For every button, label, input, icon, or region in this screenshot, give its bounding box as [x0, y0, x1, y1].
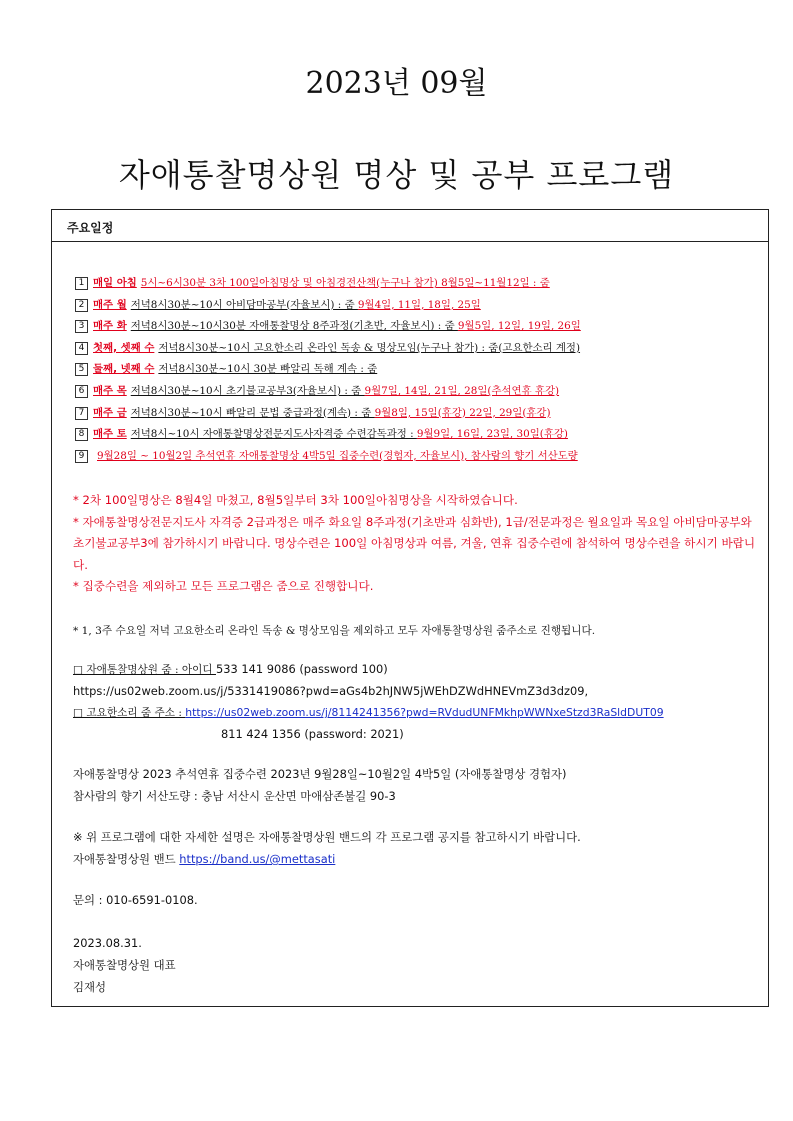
note-black: * 1, 3주 수요일 저녁 고요한소리 온라인 독송 & 명상모임을 제외하고 모두 자애통찰명상원 줌주소로 진행됩니다. — [73, 624, 596, 637]
schedule-row — [75, 446, 755, 468]
schedule-row — [75, 338, 755, 360]
zoom-link-goyohan[interactable]: https://us02web.zoom.us/j/8114241356?pwd=RVdudUNFMkhpWWNxeStzd3RaSldDUT09 — [185, 706, 664, 719]
schedule-number-box: 5 — [75, 363, 88, 376]
page-program-title: 자애통찰명상원 명상 및 공부 프로그램 — [118, 156, 675, 194]
schedule-label: 매주 월 — [93, 298, 127, 311]
schedule-text: 저녁8시30분~10시 아비담마공부(자율보시) : 줌 — [130, 298, 358, 311]
retreat-line-2: 참사람의 향기 서산도량 : 충남 서산시 운산면 마애삼존불길 90-3 — [73, 789, 396, 803]
zoom-label-mettasati: □ 자애통찰명상원 줌 : 아이디 — [73, 664, 216, 676]
retreat-line-1: 자애통찰명상 2023 추석연휴 집중수련 2023년 9월28일~10월2일 4박5일 (자애통찰명상 경험자) — [73, 767, 567, 781]
info-line-2 — [73, 848, 763, 870]
retreat-info — [73, 763, 763, 807]
schedule-number-box: 1 — [75, 277, 88, 290]
schedule-row — [75, 273, 755, 295]
schedule-number-box: 9 — [75, 450, 88, 463]
note-red-3: * 집중수련을 제외하고 모든 프로그램은 줌으로 진행합니다. — [73, 579, 374, 593]
sign-date: 2023.08.31. — [73, 936, 142, 950]
schedule-box — [51, 209, 769, 1007]
schedule-red-text: 9월28일 ~ 10월2일 추석연휴 자애통찰명상 4박5일 집중수련(경험자, 자율보시), 참사람의 향기 서산도량 — [97, 449, 578, 462]
schedule-row — [75, 403, 755, 425]
schedule-row — [75, 295, 755, 317]
zoom-url-mettasati[interactable]: https://us02web.zoom.us/j/5331419086?pwd=aGs4b2hJNW5jWEhDZWdHNEVmZ3d3dz09, — [73, 684, 589, 698]
note-red-1: * 2차 100일명상은 8월4일 마쳤고, 8월5일부터 3차 100일아침명상을 시작하였습니다. — [73, 493, 518, 507]
sign-name: 김재성 — [73, 980, 107, 994]
schedule-red-text: 9월8일, 15일(휴강) 22일, 29일(휴강) — [374, 406, 551, 419]
schedule-text: 저녁8시30분~10시 빠알리 문법 중급과정(계속) : 줌 — [130, 406, 375, 419]
schedule-number-box: 8 — [75, 428, 88, 441]
schedule-text: 저녁8시30분~10시 초기불교공부3(자율보시) : 줌 — [130, 384, 365, 397]
info-line-1: ※ 위 프로그램에 대한 자세한 설명은 자애통찰명상원 밴드의 각 프로그램 공지를 참고하시기 바랍니다. — [73, 830, 581, 844]
schedule-red-text: 9월7일, 14일, 21일, 28일(추석연휴 휴강) — [364, 384, 560, 397]
zoom-label-goyohan: □ 고요한소리 줌 주소 : — [73, 707, 186, 719]
note-red-2: * 자애통찰명상전문지도사 자격증 2급과정은 매주 화요일 8주과정(기초반과 심화반), 1급/전문과정은 월요일과 목요일 아비담마공부와 초기불교공부3에 참가하시기 바랍니다. 명상수련은 100일 아침명상과 여름, 겨울, 연휴 집중수련에 참석하여 명상수련을 하시기 바랍니다. — [73, 514, 756, 572]
schedule-row — [75, 359, 755, 381]
schedule-label: 첫째, 셋째 수 — [93, 341, 155, 354]
schedule-row — [75, 424, 755, 446]
sign-org: 자애통찰명상원 대표 — [73, 958, 176, 972]
band-link[interactable]: https://band.us/@mettasati — [179, 852, 336, 866]
band-info — [73, 826, 763, 870]
schedule-red-text: 9월5일, 12일, 19일, 26일 — [457, 320, 581, 333]
schedule-number-box: 7 — [75, 407, 88, 420]
page-date-title: 2023년 09월 — [305, 66, 488, 101]
schedule-text: 저녁8시30분~10시30분 자애통찰명상 8주과정(기초반, 자율보시) : 줌 — [130, 320, 458, 333]
schedule-text: 저녁8시~10시 자애통찰명상전문지도사자격증 수련감독과정 : — [130, 428, 417, 441]
schedule-number-box: 4 — [75, 342, 88, 355]
schedule-red-text: 9월9일, 16일, 23일, 30일(휴강) — [416, 428, 568, 441]
zoom-id-mettasati: 533 141 9086 (password 100) — [215, 662, 388, 676]
zoom-line-1 — [73, 659, 763, 681]
zoom-info — [73, 659, 763, 745]
contact-line: 문의 : 010-6591-0108. — [73, 893, 198, 907]
schedule-red-text: 5시~6시30분 3차 100일아침명상 및 아침경전산책(누구나 참가) 8월5일~11월12일 : 줌 — [140, 277, 550, 289]
red-notes — [73, 490, 763, 598]
schedule-list — [75, 273, 755, 467]
schedule-text: 저녁8시30분~10시 고요한소리 온라인 독송 & 명상모임(누구나 참가) : 줌(고요한소리 계정) — [158, 341, 581, 354]
schedule-number-box: 2 — [75, 299, 88, 312]
schedule-row — [75, 381, 755, 403]
schedule-label: 매일 아침 — [93, 277, 137, 289]
schedule-row — [75, 316, 755, 338]
box-header: 주요일정 — [52, 210, 768, 242]
schedule-text: 저녁8시30분~10시 30분 빠알리 독해 계속 : 줌 — [158, 363, 378, 376]
schedule-number-box: 6 — [75, 385, 88, 398]
schedule-label: 매주 토 — [93, 428, 127, 441]
schedule-label: 매주 화 — [93, 320, 127, 333]
schedule-label: 매주 금 — [93, 406, 127, 419]
signature-block — [73, 932, 176, 998]
schedule-number-box: 3 — [75, 320, 88, 333]
schedule-label: 둘째, 넷째 수 — [93, 363, 155, 376]
schedule-label: 매주 목 — [93, 384, 127, 397]
band-label: 자애통찰명상원 밴드 — [73, 852, 180, 866]
zoom-id-goyohan: 811 424 1356 (password: 2021) — [221, 727, 404, 741]
zoom-line-3 — [73, 702, 763, 724]
schedule-red-text: 9월4일, 11일, 18일, 25일 — [357, 298, 481, 311]
